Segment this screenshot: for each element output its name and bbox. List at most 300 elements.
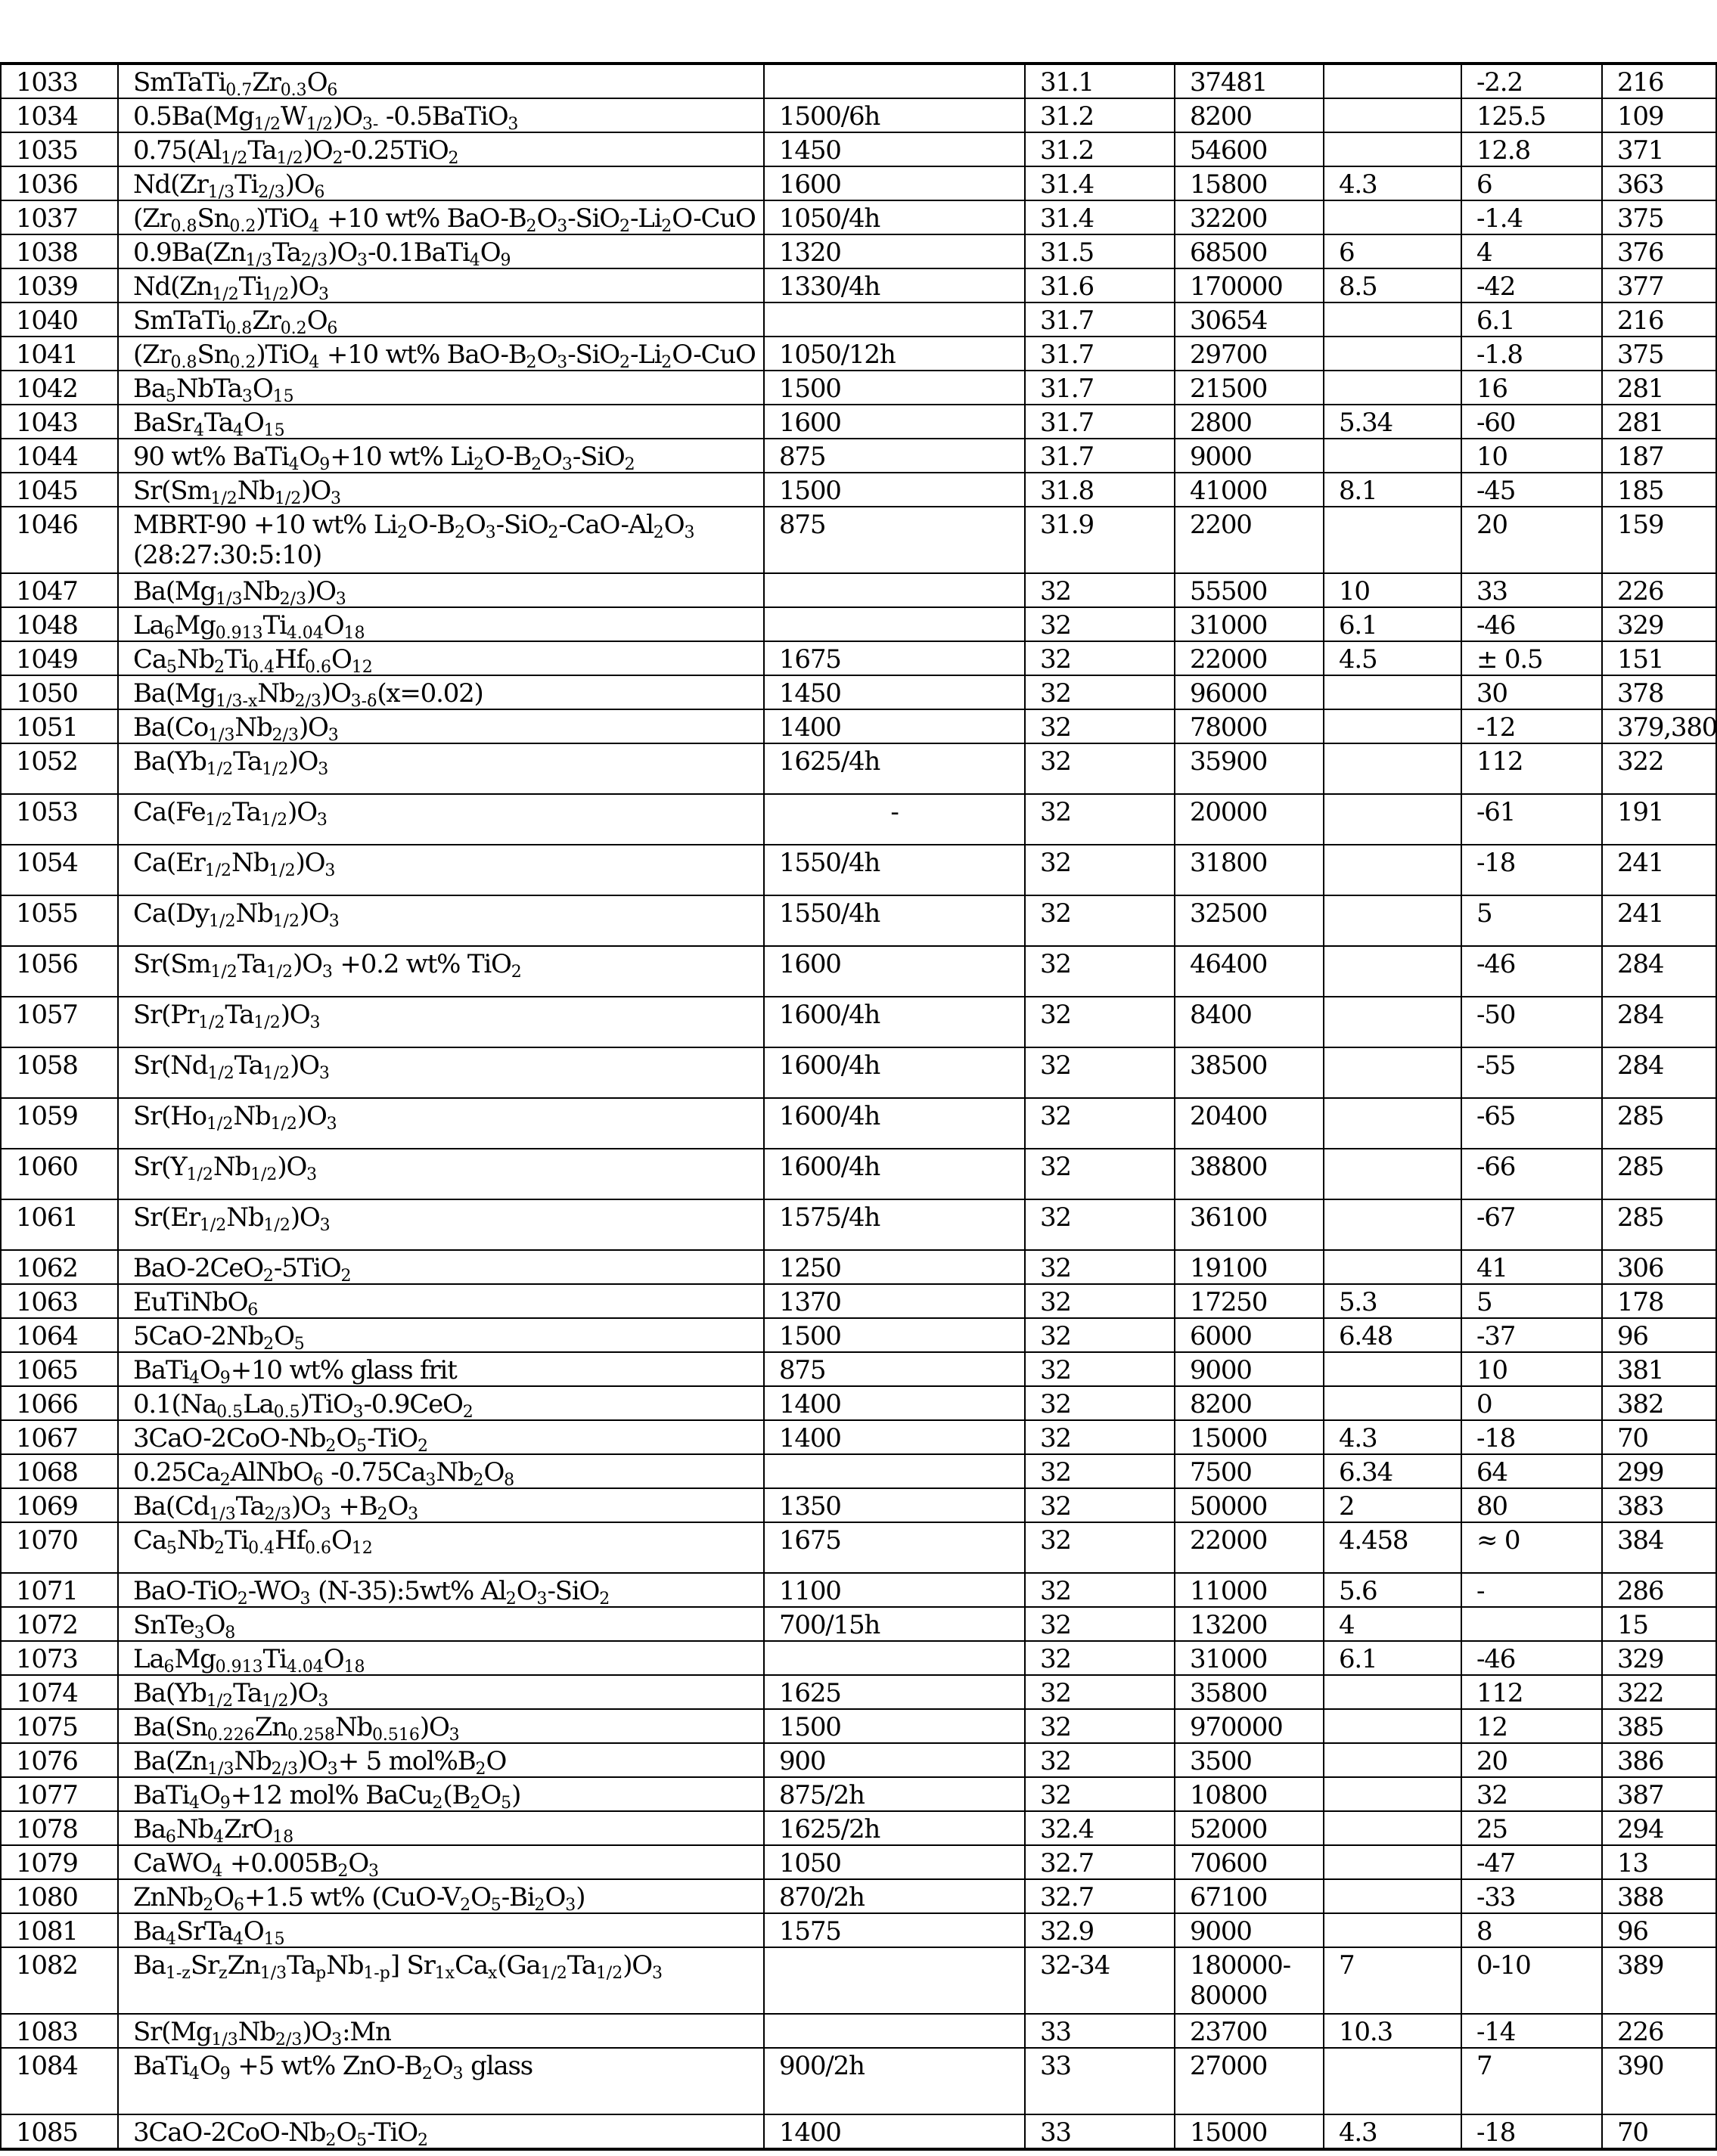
cell-reference: 286: [1602, 1573, 1716, 1607]
cell-permittivity: 31.4: [1025, 200, 1175, 234]
cell-material: BaO-2CeO$_2$-5TiO$_2$: [118, 1250, 764, 1284]
cell-tf: 6: [1461, 166, 1602, 200]
cell-sintering: 1500/6h: [764, 98, 1025, 132]
cell-sintering: [764, 1641, 1025, 1675]
cell-reference: 387: [1602, 1777, 1716, 1811]
cell-reference: 241: [1602, 845, 1716, 895]
cell-tf: -14: [1461, 2014, 1602, 2048]
cell-material: $Ba_6Nb_4ZrO_{18}$: [118, 1811, 764, 1845]
cell-qf: 3500: [1175, 1743, 1324, 1777]
table-row: [1, 1420, 1716, 1454]
cell-material: $Ba(Sn_{0.226}Zn_{0.258}Nb_{0.516})O_3$: [118, 1709, 764, 1743]
cell-material: $Ca(Dy_{1/2}Nb_{1/2})O_3$: [118, 895, 764, 946]
cell-permittivity: 31.9: [1025, 507, 1175, 573]
cell-qf: 54600: [1175, 132, 1324, 166]
cell-number: 1068: [1, 1454, 118, 1488]
cell-material: $Ba_{1-z}Sr_zZn_{1/3}Ta_pNb_{1-p}$] $Sr_{1x}Ca_x(Ga_{1/2}Ta_{1/2})O_3$: [118, 1947, 764, 2014]
cell-material: $BaTi_4O_9+10$ wt% glass frit: [118, 1352, 764, 1386]
cell-permittivity: 31.8: [1025, 473, 1175, 507]
cell-reference: 379,380: [1602, 709, 1716, 743]
table-row: [1, 1709, 1716, 1743]
cell-permittivity: 32: [1025, 997, 1175, 1047]
cell-a: 6.1: [1324, 1641, 1461, 1675]
cell-a: [1324, 1777, 1461, 1811]
cell-tf: 112: [1461, 743, 1602, 794]
cell-a: 5.34: [1324, 405, 1461, 439]
cell-a: [1324, 1675, 1461, 1709]
cell-number: 1077: [1, 1777, 118, 1811]
cell-permittivity: 32: [1025, 1488, 1175, 1522]
table-row: [1, 1284, 1716, 1318]
cell-permittivity: 32: [1025, 1352, 1175, 1386]
cell-permittivity: 32: [1025, 1284, 1175, 1318]
materials-table: [0, 62, 1717, 2151]
cell-sintering: 1450: [764, 675, 1025, 709]
cell-a: [1324, 1047, 1461, 1098]
cell-number: 1053: [1, 794, 118, 845]
cell-sintering: 900/2h: [764, 2048, 1025, 2114]
cell-permittivity: 32: [1025, 1641, 1175, 1675]
cell-a: [1324, 1879, 1461, 1913]
cell-qf: 52000: [1175, 1811, 1324, 1845]
cell-tf: -18: [1461, 1420, 1602, 1454]
cell-a: [1324, 337, 1461, 371]
cell-tf: -18: [1461, 845, 1602, 895]
cell-reference: 329: [1602, 607, 1716, 641]
table-row: [1, 845, 1716, 895]
cell-material: $La_6Mg_{0.913}Ti_{4.04}O_{18}$: [118, 607, 764, 641]
cell-material: $Ba(Mg_{1/3-x}Nb_{2/3})O_{3-\delta}(x=0.02)$: [118, 675, 764, 709]
cell-a: 5.6: [1324, 1573, 1461, 1607]
cell-tf: -1.4: [1461, 200, 1602, 234]
cell-reference: 294: [1602, 1811, 1716, 1845]
cell-permittivity: 32: [1025, 1149, 1175, 1199]
cell-reference: 187: [1602, 439, 1716, 473]
cell-material: $0.75(Al_{1/2}Ta_{1/2})O_2-0.25TiO_2$: [118, 132, 764, 166]
table-row: [1, 64, 1716, 98]
cell-a: [1324, 845, 1461, 895]
cell-material: $Sr(Er_{1/2}Nb_{1/2})O_3$: [118, 1199, 764, 1250]
cell-a: [1324, 98, 1461, 132]
cell-reference: 151: [1602, 641, 1716, 675]
cell-permittivity: 31.2: [1025, 98, 1175, 132]
cell-tf: 5: [1461, 895, 1602, 946]
cell-qf: 19100: [1175, 1250, 1324, 1284]
cell-tf: 25: [1461, 1811, 1602, 1845]
cell-material: $Sr(Ho_{1/2}Nb_{1/2})O_3$: [118, 1098, 764, 1149]
cell-permittivity: 32: [1025, 1573, 1175, 1607]
cell-qf: 9000: [1175, 1913, 1324, 1947]
cell-material: $Sr(Pr_{1/2}Ta_{1/2})O_3$: [118, 997, 764, 1047]
cell-material: $SmTaTi_{0.7}Zr_{0.3}O_6$: [118, 64, 764, 98]
cell-tf: [1461, 1607, 1602, 1641]
cell-tf: -50: [1461, 997, 1602, 1047]
cell-sintering: 1675: [764, 641, 1025, 675]
cell-qf: 8400: [1175, 997, 1324, 1047]
cell-reference: 385: [1602, 1709, 1716, 1743]
cell-material: MBRT-90 +10 wt% $Li_2O-B_2O_3-SiO_2-CaO-Al_2O_3$ (28:27:30:5:10): [118, 507, 764, 573]
cell-permittivity: 32: [1025, 675, 1175, 709]
cell-reference: 96: [1602, 1318, 1716, 1352]
cell-permittivity: 32: [1025, 1743, 1175, 1777]
cell-permittivity: 32: [1025, 1454, 1175, 1488]
cell-sintering: 1400: [764, 2114, 1025, 2149]
cell-material: $0.9Ba(Zn_{1/3}Ta_{2/3})O_3-0.1BaTi_4O_9$: [118, 234, 764, 268]
cell-reference: 281: [1602, 405, 1716, 439]
cell-permittivity: 32: [1025, 1199, 1175, 1250]
cell-number: 1073: [1, 1641, 118, 1675]
table-row: [1, 2048, 1716, 2114]
cell-permittivity: 32: [1025, 1709, 1175, 1743]
cell-sintering: 875: [764, 507, 1025, 573]
cell-tf: 125.5: [1461, 98, 1602, 132]
cell-a: [1324, 946, 1461, 997]
cell-a: 4: [1324, 1607, 1461, 1641]
cell-reference: 226: [1602, 573, 1716, 607]
cell-a: [1324, 709, 1461, 743]
cell-reference: 70: [1602, 1420, 1716, 1454]
cell-a: [1324, 507, 1461, 573]
cell-a: 10: [1324, 573, 1461, 607]
cell-material: 90 wt% $BaTi_4O_9+10$ wt% $Li_2O-B_2O_3-SiO_2$: [118, 439, 764, 473]
cell-number: 1058: [1, 1047, 118, 1098]
cell-a: [1324, 371, 1461, 405]
cell-number: 1034: [1, 98, 118, 132]
cell-sintering: 1575/4h: [764, 1199, 1025, 1250]
cell-tf: 4: [1461, 234, 1602, 268]
cell-permittivity: 32: [1025, 946, 1175, 997]
cell-permittivity: 31.7: [1025, 302, 1175, 337]
table-row: [1, 1386, 1716, 1420]
cell-number: 1082: [1, 1947, 118, 2014]
cell-reference: 389: [1602, 1947, 1716, 2014]
cell-material: $Ba(Co_{1/3}Nb_{2/3})O_3$: [118, 709, 764, 743]
table-row: [1, 573, 1716, 607]
cell-sintering: 1600/4h: [764, 997, 1025, 1047]
cell-tf: 20: [1461, 1743, 1602, 1777]
cell-reference: 285: [1602, 1098, 1716, 1149]
cell-tf: 32: [1461, 1777, 1602, 1811]
cell-a: [1324, 1743, 1461, 1777]
cell-reference: 285: [1602, 1199, 1716, 1250]
cell-a: 4.3: [1324, 2114, 1461, 2149]
cell-material: BaO-$TiO_2-WO_3$ (N-35):5wt% $Al_2O_3-SiO_2$: [118, 1573, 764, 1607]
cell-material: $Ba(Cd_{1/3}Ta_{2/3})O_3 +B_2O_3$: [118, 1488, 764, 1522]
cell-tf: -37: [1461, 1318, 1602, 1352]
cell-permittivity: 31.7: [1025, 439, 1175, 473]
table-row: [1, 1454, 1716, 1488]
cell-number: 1040: [1, 302, 118, 337]
cell-number: 1083: [1, 2014, 118, 2048]
cell-qf: 6000: [1175, 1318, 1324, 1352]
cell-reference: 382: [1602, 1386, 1716, 1420]
cell-tf: 5: [1461, 1284, 1602, 1318]
cell-number: 1075: [1, 1709, 118, 1743]
cell-material: $SmTaTi_{0.8}Zr_{0.2}O_6$: [118, 302, 764, 337]
cell-number: 1066: [1, 1386, 118, 1420]
cell-number: 1062: [1, 1250, 118, 1284]
cell-number: 1078: [1, 1811, 118, 1845]
cell-number: 1037: [1, 200, 118, 234]
cell-sintering: 1400: [764, 1386, 1025, 1420]
cell-permittivity: 33: [1025, 2114, 1175, 2149]
cell-a: 8.1: [1324, 473, 1461, 507]
table-row: [1, 1777, 1716, 1811]
cell-tf: 6.1: [1461, 302, 1602, 337]
cell-a: 6.1: [1324, 607, 1461, 641]
table-row: [1, 439, 1716, 473]
cell-qf: 37481: [1175, 64, 1324, 98]
cell-a: [1324, 1811, 1461, 1845]
cell-tf: -61: [1461, 794, 1602, 845]
cell-material: $Sr(Nd_{1/2}Ta_{1/2})O_3$: [118, 1047, 764, 1098]
cell-qf: 70600: [1175, 1845, 1324, 1879]
cell-permittivity: 31.2: [1025, 132, 1175, 166]
cell-sintering: [764, 2014, 1025, 2048]
cell-permittivity: 32: [1025, 1386, 1175, 1420]
cell-number: 1069: [1, 1488, 118, 1522]
cell-qf: 170000: [1175, 268, 1324, 302]
table-row: [1, 1675, 1716, 1709]
cell-qf: 36100: [1175, 1199, 1324, 1250]
cell-reference: 375: [1602, 200, 1716, 234]
cell-permittivity: 32.9: [1025, 1913, 1175, 1947]
cell-number: 1059: [1, 1098, 118, 1149]
cell-a: [1324, 1709, 1461, 1743]
cell-a: 4.5: [1324, 641, 1461, 675]
cell-number: 1072: [1, 1607, 118, 1641]
cell-number: 1061: [1, 1199, 118, 1250]
cell-tf: 12: [1461, 1709, 1602, 1743]
cell-a: [1324, 1913, 1461, 1947]
cell-number: 1050: [1, 675, 118, 709]
cell-number: 1085: [1, 2114, 118, 2149]
cell-reference: 384: [1602, 1522, 1716, 1573]
cell-number: 1056: [1, 946, 118, 997]
cell-a: [1324, 997, 1461, 1047]
table-row: [1, 98, 1716, 132]
table-row: [1, 234, 1716, 268]
cell-tf: -47: [1461, 1845, 1602, 1879]
cell-sintering: 875: [764, 1352, 1025, 1386]
cell-a: [1324, 675, 1461, 709]
cell-tf: ≈ 0: [1461, 1522, 1602, 1573]
cell-tf: -: [1461, 1573, 1602, 1607]
cell-sintering: [764, 302, 1025, 337]
cell-sintering: 1625/4h: [764, 743, 1025, 794]
cell-qf: 15800: [1175, 166, 1324, 200]
cell-tf: 0: [1461, 1386, 1602, 1420]
cell-qf: 15000: [1175, 2114, 1324, 2149]
cell-tf: 30: [1461, 675, 1602, 709]
cell-sintering: 1330/4h: [764, 268, 1025, 302]
cell-permittivity: 32: [1025, 1318, 1175, 1352]
cell-qf: 8200: [1175, 98, 1324, 132]
cell-number: 1071: [1, 1573, 118, 1607]
cell-material: $Ba(Mg_{1/3}Nb_{2/3})O_3$: [118, 573, 764, 607]
cell-sintering: 1050/4h: [764, 200, 1025, 234]
table-row: [1, 1641, 1716, 1675]
cell-permittivity: 32.4: [1025, 1811, 1175, 1845]
cell-sintering: 1600/4h: [764, 1047, 1025, 1098]
cell-reference: 96: [1602, 1913, 1716, 1947]
cell-number: 1033: [1, 64, 118, 98]
table-row: [1, 2114, 1716, 2149]
cell-reference: 329: [1602, 1641, 1716, 1675]
table-row: [1, 1047, 1716, 1098]
table-row: [1, 2014, 1716, 2048]
table-row: [1, 371, 1716, 405]
cell-sintering: 1575: [764, 1913, 1025, 1947]
cell-material: $Ba_5NbTa_3O_{15}$: [118, 371, 764, 405]
cell-tf: -46: [1461, 607, 1602, 641]
cell-material: $3CaO-2CoO-Nb_2O_5-TiO_2$: [118, 1420, 764, 1454]
cell-number: 1036: [1, 166, 118, 200]
cell-sintering: 875/2h: [764, 1777, 1025, 1811]
cell-number: 1047: [1, 573, 118, 607]
cell-material: $Ca(Er_{1/2}Nb_{1/2})O_3$: [118, 845, 764, 895]
cell-qf: 38800: [1175, 1149, 1324, 1199]
table-row: [1, 743, 1716, 794]
table-row: [1, 675, 1716, 709]
cell-number: 1065: [1, 1352, 118, 1386]
cell-permittivity: 32: [1025, 1522, 1175, 1573]
cell-number: 1049: [1, 641, 118, 675]
cell-reference: 363: [1602, 166, 1716, 200]
cell-sintering: 1050/12h: [764, 337, 1025, 371]
cell-reference: 377: [1602, 268, 1716, 302]
cell-qf: 15000: [1175, 1420, 1324, 1454]
cell-material: $Ca_5Nb_2Ti_{0.4}Hf_{0.6}O_{12}$: [118, 641, 764, 675]
cell-qf: 50000: [1175, 1488, 1324, 1522]
cell-sintering: 1370: [764, 1284, 1025, 1318]
table-row: [1, 1743, 1716, 1777]
table-row: [1, 132, 1716, 166]
cell-permittivity: 32: [1025, 1607, 1175, 1641]
cell-a: 4.3: [1324, 166, 1461, 200]
cell-number: 1045: [1, 473, 118, 507]
cell-a: [1324, 1845, 1461, 1879]
cell-permittivity: 33: [1025, 2048, 1175, 2114]
table-row: [1, 1149, 1716, 1199]
cell-reference: 284: [1602, 1047, 1716, 1098]
cell-a: [1324, 132, 1461, 166]
cell-permittivity: 32: [1025, 641, 1175, 675]
cell-number: 1042: [1, 371, 118, 405]
cell-sintering: 1550/4h: [764, 895, 1025, 946]
cell-permittivity: 31.1: [1025, 64, 1175, 98]
cell-reference: 216: [1602, 64, 1716, 98]
table-row: [1, 946, 1716, 997]
table-row: [1, 997, 1716, 1047]
cell-a: [1324, 2048, 1461, 2114]
cell-tf: 7: [1461, 2048, 1602, 2114]
cell-tf: 80: [1461, 1488, 1602, 1522]
cell-reference: 281: [1602, 371, 1716, 405]
cell-reference: 371: [1602, 132, 1716, 166]
table-row: [1, 507, 1716, 573]
cell-sintering: 900: [764, 1743, 1025, 1777]
cell-sintering: 1500: [764, 1709, 1025, 1743]
cell-tf: 0-10: [1461, 1947, 1602, 2014]
cell-permittivity: 32: [1025, 573, 1175, 607]
cell-tf: -45: [1461, 473, 1602, 507]
cell-qf: 970000: [1175, 1709, 1324, 1743]
cell-sintering: [764, 573, 1025, 607]
cell-permittivity: 32: [1025, 709, 1175, 743]
cell-sintering: 1600/4h: [764, 1149, 1025, 1199]
cell-reference: 109: [1602, 98, 1716, 132]
cell-sintering: 1500: [764, 371, 1025, 405]
table-row: [1, 1845, 1716, 1879]
cell-reference: 70: [1602, 2114, 1716, 2149]
cell-number: 1043: [1, 405, 118, 439]
cell-material: $BaTi_4O_9 +5$ wt% ZnO-$B_2O_3$ glass: [118, 2048, 764, 2114]
cell-material: $Ba(Zn_{1/3}Nb_{2/3})O_3+ 5$ $mol\%B_2O$: [118, 1743, 764, 1777]
cell-sintering: [764, 1947, 1025, 2014]
cell-qf: 32500: [1175, 895, 1324, 946]
cell-tf: -65: [1461, 1098, 1602, 1149]
table-row: [1, 302, 1716, 337]
cell-tf: -2.2: [1461, 64, 1602, 98]
cell-material: $0.1(Na_{0.5}La_{0.5})TiO_3-0.9CeO_2$: [118, 1386, 764, 1420]
cell-a: 6.48: [1324, 1318, 1461, 1352]
cell-sintering: 1600: [764, 166, 1025, 200]
cell-permittivity: 31.5: [1025, 234, 1175, 268]
cell-material: $3CaO-2CoO-Nb_2O_5-TiO_2$: [118, 2114, 764, 2149]
cell-permittivity: 32: [1025, 1675, 1175, 1709]
table-row: [1, 1199, 1716, 1250]
cell-permittivity: 32-34: [1025, 1947, 1175, 2014]
table-row: [1, 1573, 1716, 1607]
cell-sintering: 700/15h: [764, 1607, 1025, 1641]
cell-reference: 159: [1602, 507, 1716, 573]
cell-qf: 31800: [1175, 845, 1324, 895]
cell-sintering: 875: [764, 439, 1025, 473]
cell-reference: 241: [1602, 895, 1716, 946]
cell-number: 1057: [1, 997, 118, 1047]
cell-qf: 78000: [1175, 709, 1324, 743]
cell-qf: 22000: [1175, 641, 1324, 675]
table-row: [1, 1811, 1716, 1845]
cell-a: 2: [1324, 1488, 1461, 1522]
cell-reference: 388: [1602, 1879, 1716, 1913]
cell-material: $Ba_4SrTa_4O_{15}$: [118, 1913, 764, 1947]
cell-tf: 12.8: [1461, 132, 1602, 166]
cell-number: 1063: [1, 1284, 118, 1318]
cell-qf: 55500: [1175, 573, 1324, 607]
cell-a: [1324, 743, 1461, 794]
cell-tf: ± 0.5: [1461, 641, 1602, 675]
cell-permittivity: 31.6: [1025, 268, 1175, 302]
cell-reference: 306: [1602, 1250, 1716, 1284]
cell-sintering: 1625/2h: [764, 1811, 1025, 1845]
cell-reference: 191: [1602, 794, 1716, 845]
cell-tf: -46: [1461, 1641, 1602, 1675]
cell-sintering: 1400: [764, 709, 1025, 743]
cell-sintering: 1600: [764, 946, 1025, 997]
cell-reference: 386: [1602, 1743, 1716, 1777]
cell-tf: -1.8: [1461, 337, 1602, 371]
cell-qf: 27000: [1175, 2048, 1324, 2114]
cell-qf: 35800: [1175, 1675, 1324, 1709]
cell-tf: 33: [1461, 573, 1602, 607]
cell-material: $Sr(Sm_{1/2}Nb_{1/2})O_3$: [118, 473, 764, 507]
cell-tf: -42: [1461, 268, 1602, 302]
table-row: [1, 1250, 1716, 1284]
cell-number: 1080: [1, 1879, 118, 1913]
cell-number: 1048: [1, 607, 118, 641]
